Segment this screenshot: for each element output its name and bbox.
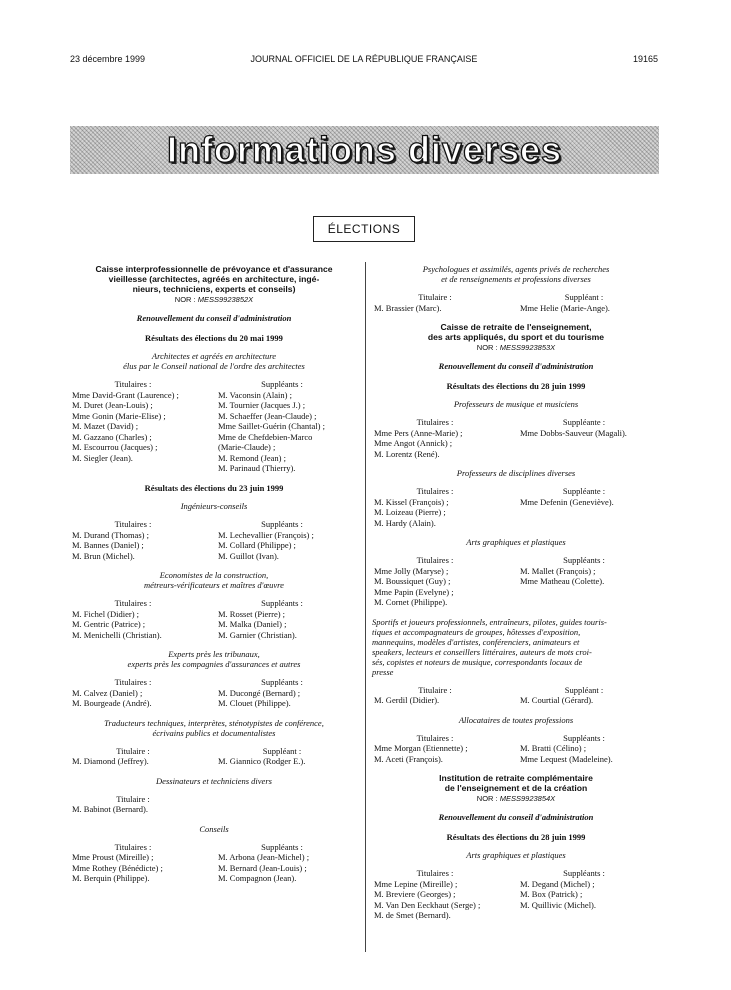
suppleants-column bbox=[514, 733, 660, 765]
suppleants-header: Suppléant : bbox=[564, 292, 604, 302]
suppleant-name: M. Malka (Daniel) ; bbox=[218, 619, 287, 629]
members-list bbox=[70, 746, 358, 767]
suppleant-name: Mme Lequest (Madeleine). bbox=[520, 753, 613, 764]
page-header bbox=[70, 54, 658, 68]
suppleants-column bbox=[212, 519, 358, 561]
suppleant-name: M. Bernard (Jean-Louis) ; bbox=[218, 862, 307, 873]
titulaire-name: M. Aceti (François). bbox=[374, 753, 443, 764]
suppleants-header: Suppléants : bbox=[261, 379, 303, 389]
titulaires-header: Titulaires : bbox=[416, 555, 454, 565]
titulaire-name: M. Durand (Thomas) ; bbox=[72, 529, 149, 540]
titulaires-header: Titulaires : bbox=[114, 598, 152, 608]
suppleant-name: M. Guillot (Ivan). bbox=[218, 550, 279, 561]
group-economistes bbox=[70, 570, 358, 640]
titulaires-column bbox=[372, 292, 514, 313]
suppleant-name: M. Remond (Jean) ; bbox=[218, 452, 286, 463]
group-traducteurs bbox=[70, 718, 358, 767]
category-title: Experts près les tribunaux, experts près les compagnies d'assurances et autres bbox=[127, 649, 301, 669]
titulaires-column bbox=[372, 685, 514, 706]
suppleant-name: M. Vaconsin (Alain) ; bbox=[218, 389, 292, 400]
suppleant-name: Mme Matheau (Colette). bbox=[520, 576, 605, 586]
titulaire-name: M. Gerdil (Didier). bbox=[374, 695, 440, 705]
titulaire-name: M. Calvez (Daniel) ; bbox=[72, 687, 143, 698]
category-title: Allocataires de toutes professions bbox=[458, 714, 574, 725]
banner-title: Informations diverses bbox=[166, 129, 563, 170]
titulaires-column bbox=[372, 555, 514, 608]
titulaires-column bbox=[70, 842, 212, 884]
suppleants-header: Suppléants : bbox=[563, 555, 605, 565]
titulaire-name: Mme Pers (Anne-Marie) ; bbox=[374, 427, 463, 438]
suppleants-header: Suppléants : bbox=[563, 868, 605, 878]
suppleants-header: Suppléant : bbox=[262, 745, 302, 756]
titulaire-name: Mme David-Grant (Laurence) ; bbox=[72, 389, 179, 400]
titulaire-name: M. Cornet (Philippe). bbox=[374, 597, 448, 607]
suppleants-header: Suppléants : bbox=[261, 519, 303, 529]
titulaires-column bbox=[70, 598, 212, 640]
members-list bbox=[70, 379, 358, 474]
group-sportifs bbox=[372, 617, 660, 706]
titulaires-column bbox=[70, 519, 212, 561]
category-title: Professeurs de musique et musiciens bbox=[453, 399, 579, 409]
suppleant-name: M. Box (Patrick) ; bbox=[520, 889, 583, 899]
titulaire-name: M. Lorentz (René). bbox=[374, 448, 440, 459]
category-title: Arts graphiques et plastiques bbox=[466, 850, 566, 860]
suppleant-name: M. Rosset (Pierre) ; bbox=[218, 608, 286, 619]
category-title: Sportifs et joueurs professionnels, entraîneurs, pilotes, guides touris- tiques et accompagnateurs de groupes, hôtesses d'exposition, mannequins, modèles d'artistes, conférenciers, animateurs et speakers, lecteurs et conseillers littéraires, auteurs de mots croi- sés, copistes et noteurs de musique, correspondants locaux de presse bbox=[372, 616, 607, 677]
titulaire-name: M. Siegler (Jean). bbox=[72, 452, 133, 463]
category-title: Dessinateurs et techniciens divers bbox=[156, 775, 272, 786]
titulaires-header: Titulaires : bbox=[416, 868, 454, 878]
header-journal: JOURNAL OFFICIEL DE LA RÉPUBLIQUE FRANÇAISE bbox=[250, 54, 478, 64]
group-conseils bbox=[70, 824, 358, 884]
titulaires-header: Titulaire : bbox=[418, 684, 452, 695]
titulaire-name: M. Kissel (François) ; bbox=[374, 496, 449, 507]
header-date: 23 décembre 1999 bbox=[70, 54, 146, 64]
titulaire-name: M. Van Den Eeckhaut (Serge) ; bbox=[374, 899, 481, 910]
titulaire-name: Mme Morgan (Etiennette) ; bbox=[374, 743, 468, 753]
suppleants-header: Suppléants : bbox=[261, 677, 303, 687]
suppleant-name: M. Degand (Michel) ; bbox=[520, 878, 595, 889]
titulaire-name: M. Fichel (Didier) ; bbox=[72, 608, 140, 619]
group-architectes bbox=[70, 351, 358, 474]
category-title: Professeurs de disciplines diverses bbox=[456, 468, 576, 478]
suppleants-header: Suppléant : bbox=[564, 684, 604, 695]
suppleant-name: M. Quillivic (Michel). bbox=[520, 899, 597, 910]
right-column bbox=[372, 264, 660, 930]
titulaire-name: M. Menichelli (Christian). bbox=[72, 629, 162, 640]
titulaires-header: Titulaires : bbox=[114, 519, 152, 529]
category-title: Economistes de la construction, métreurs-vérificateurs et maîtres d'œuvre bbox=[144, 570, 284, 590]
renouvellement-heading-1: Renouvellement du conseil d'administration bbox=[136, 313, 292, 323]
suppleants-header: Suppléante : bbox=[562, 486, 606, 496]
members-list bbox=[70, 598, 358, 640]
column-divider bbox=[365, 262, 366, 952]
org-title-3: Institution de retraite complémentaire de l'enseignement et de la création bbox=[439, 773, 593, 793]
suppleant-name: M. Tournier (Jacques J.) ; bbox=[218, 400, 306, 410]
titulaire-name: M. Diamond (Jeffrey). bbox=[72, 756, 149, 766]
results-heading-28-juin-b: Résultats des élections du 28 juin 1999 bbox=[446, 831, 586, 842]
suppleant-name: M. Compagnon (Jean). bbox=[218, 873, 297, 883]
titulaires-column bbox=[372, 417, 514, 459]
suppleant-name: M. Lechevallier (François) ; bbox=[218, 529, 314, 540]
suppleants-header: Suppléants : bbox=[261, 598, 303, 608]
suppleant-name: M. Ducongé (Bernard) ; bbox=[218, 687, 301, 698]
left-column bbox=[70, 264, 358, 893]
titulaires-header: Titulaire : bbox=[116, 793, 150, 804]
category-title: Ingénieurs-conseils bbox=[180, 501, 248, 511]
titulaire-name: M. Escourrou (Jacques) ; bbox=[72, 442, 158, 452]
members-list bbox=[372, 868, 660, 921]
suppleant-name: M. Parinaud (Thierry). bbox=[218, 463, 296, 473]
members-list bbox=[70, 677, 358, 709]
members-list bbox=[70, 842, 358, 884]
suppleants-column bbox=[212, 746, 358, 767]
elections-heading: ÉLECTIONS bbox=[327, 222, 401, 236]
titulaire-name: M. Bourgeade (André). bbox=[72, 698, 152, 708]
suppleants-header: Suppléants : bbox=[563, 732, 605, 743]
suppleants-column bbox=[212, 379, 358, 474]
titulaires-header: Titulaire : bbox=[418, 292, 452, 302]
suppleant-name: M. Schaeffer (Jean-Claude) ; bbox=[218, 410, 317, 421]
group-ingenieurs bbox=[70, 501, 358, 561]
titulaire-name: M. Loizeau (Pierre) ; bbox=[374, 507, 446, 517]
members-list bbox=[372, 555, 660, 608]
members-list bbox=[372, 486, 660, 528]
group-professeurs-disciplines bbox=[372, 468, 660, 528]
titulaires-header: Titulaires : bbox=[416, 417, 454, 427]
category-title: Traducteurs techniques, interprètes, sténotypistes de conférence, écrivains publics et documentalistes bbox=[104, 717, 324, 738]
suppleants-column bbox=[212, 794, 358, 815]
suppleant-name: M. Collard (Philippe) ; bbox=[218, 540, 296, 550]
titulaires-column bbox=[70, 677, 212, 709]
suppleants-column bbox=[514, 486, 660, 528]
members-list bbox=[70, 794, 358, 815]
titulaires-header: Titulaires : bbox=[114, 841, 152, 852]
suppleant-name: Mme de Chefdebien-Marco bbox=[218, 431, 313, 442]
members-list bbox=[372, 733, 660, 765]
suppleants-column bbox=[514, 417, 660, 459]
group-arts-graphiques-1 bbox=[372, 537, 660, 608]
titulaire-name: M. Boussiquet (Guy) ; bbox=[374, 576, 451, 586]
renouvellement-heading-2: Renouvellement du conseil d'administration bbox=[438, 361, 594, 371]
suppleant-name: (Marie-Claude) ; bbox=[218, 442, 276, 452]
suppleant-name: M. Clouet (Philippe). bbox=[218, 698, 291, 708]
suppleants-column bbox=[514, 555, 660, 608]
titulaire-name: M. Mazet (David) ; bbox=[72, 421, 139, 431]
titulaire-name: M. Babinot (Bernard). bbox=[72, 804, 149, 814]
titulaire-name: Mme Gonin (Marie-Elise) ; bbox=[72, 410, 166, 421]
category-title: Architectes et agréés en architecture élus par le Conseil national de l'ordre des architectes bbox=[123, 351, 305, 371]
titulaires-header: Titulaires : bbox=[416, 486, 454, 496]
suppleants-header: Suppléants : bbox=[261, 841, 303, 852]
suppleants-column bbox=[212, 598, 358, 640]
members-list bbox=[70, 519, 358, 561]
members-list bbox=[372, 685, 660, 706]
members-list bbox=[372, 292, 660, 313]
titulaire-name: Mme Rothey (Bénédicte) ; bbox=[72, 862, 163, 873]
titulaire-name: M. Bannes (Daniel) ; bbox=[72, 540, 144, 550]
section-banner bbox=[70, 126, 659, 174]
titulaires-header: Titulaire : bbox=[116, 745, 150, 756]
titulaires-column bbox=[70, 379, 212, 474]
titulaire-name: Mme Angot (Annick) ; bbox=[374, 438, 453, 448]
group-allocataires bbox=[372, 715, 660, 765]
suppleants-column bbox=[514, 685, 660, 706]
titulaire-name: M. Brun (Michel). bbox=[72, 550, 135, 561]
suppleant-name: Mme Helie (Marie-Ange). bbox=[520, 302, 610, 313]
titulaire-name: Mme Proust (Mireille) ; bbox=[72, 852, 154, 862]
group-psychologues bbox=[372, 264, 660, 313]
results-heading-23-juin: Résultats des élections du 23 juin 1999 bbox=[144, 482, 284, 493]
group-arts-graphiques-2 bbox=[372, 850, 660, 921]
suppleant-name: M. Garnier (Christian). bbox=[218, 629, 297, 640]
category-title: Arts graphiques et plastiques bbox=[466, 537, 566, 547]
category-title: Conseils bbox=[199, 823, 229, 834]
titulaire-name: M. Hardy (Alain). bbox=[374, 517, 436, 528]
titulaire-name: M. Brassier (Marc). bbox=[374, 302, 442, 313]
titulaires-column bbox=[372, 868, 514, 921]
suppleants-column bbox=[212, 677, 358, 709]
suppleant-name: M. Courtial (Gérard). bbox=[520, 695, 594, 705]
group-dessinateurs bbox=[70, 776, 358, 815]
suppleant-name: Mme Dobbs-Sauveur (Magali). bbox=[520, 427, 627, 438]
nor-reference-1: NOR : MESS9923852X bbox=[174, 295, 254, 304]
titulaires-column bbox=[372, 486, 514, 528]
org-title-2: Caisse de retraite de l'enseignement, des arts appliqués, du sport et du tourisme bbox=[427, 322, 605, 342]
titulaires-header: Titulaires : bbox=[114, 677, 152, 687]
titulaire-name: M. de Smet (Bernard). bbox=[374, 910, 451, 920]
titulaire-name: M. Gazzano (Charles) ; bbox=[72, 431, 152, 442]
suppleant-name: Mme Saillet-Guérin (Chantal) ; bbox=[218, 421, 325, 431]
titulaire-name: Mme Lepine (Mireille) ; bbox=[374, 878, 458, 889]
nor-reference-2: NOR : MESS9923853X bbox=[476, 343, 556, 352]
titulaire-name: M. Gentric (Patrice) ; bbox=[72, 619, 146, 629]
titulaire-name: Mme Papin (Evelyne) ; bbox=[374, 586, 454, 597]
category-title: Psychologues et assimilés, agents privés de recherches et de renseignements et professions diverses bbox=[422, 264, 610, 284]
suppleants-column bbox=[514, 868, 660, 921]
titulaire-name: M. Berquin (Philippe). bbox=[72, 873, 150, 883]
group-professeurs-musique bbox=[372, 399, 660, 459]
group-experts bbox=[70, 649, 358, 709]
titulaire-name: M. Breviere (Georges) ; bbox=[374, 889, 456, 899]
suppleant-name: Mme Defenin (Geneviève). bbox=[520, 496, 614, 507]
titulaires-header: Titulaires : bbox=[416, 732, 454, 743]
header-page-number: 19165 bbox=[632, 54, 658, 64]
titulaires-column bbox=[372, 733, 514, 765]
titulaire-name: M. Duret (Jean-Louis) ; bbox=[72, 400, 153, 410]
titulaire-name: Mme Jolly (Maryse) ; bbox=[374, 565, 449, 576]
org-title-1: Caisse interprofessionnelle de prévoyance et d'assurance vieillesse (architectes, agréés en architecture, ingé- nieurs, techniciens, experts et conseils) bbox=[95, 264, 333, 294]
elections-heading-box bbox=[313, 216, 415, 242]
members-list bbox=[372, 417, 660, 459]
suppleants-header: Suppléante : bbox=[562, 417, 606, 427]
titulaires-header: Titulaires : bbox=[114, 379, 152, 389]
renouvellement-heading-3: Renouvellement du conseil d'administration bbox=[438, 812, 594, 822]
suppleants-column bbox=[212, 842, 358, 884]
titulaires-column bbox=[70, 746, 212, 767]
suppleants-column bbox=[514, 292, 660, 313]
suppleant-name: M. Arbona (Jean-Michel) ; bbox=[218, 852, 310, 862]
titulaires-column bbox=[70, 794, 212, 815]
suppleant-name: M. Mallet (François) ; bbox=[520, 565, 596, 576]
suppleant-name: M. Bratti (Célino) ; bbox=[520, 743, 587, 753]
results-heading-28-juin-a: Résultats des élections du 28 juin 1999 bbox=[446, 380, 586, 391]
nor-reference-3: NOR : MESS9923854X bbox=[476, 794, 556, 803]
suppleant-name: M. Giannico (Rodger E.). bbox=[218, 756, 306, 766]
results-heading-20-mai: Résultats des élections du 20 mai 1999 bbox=[145, 332, 283, 343]
